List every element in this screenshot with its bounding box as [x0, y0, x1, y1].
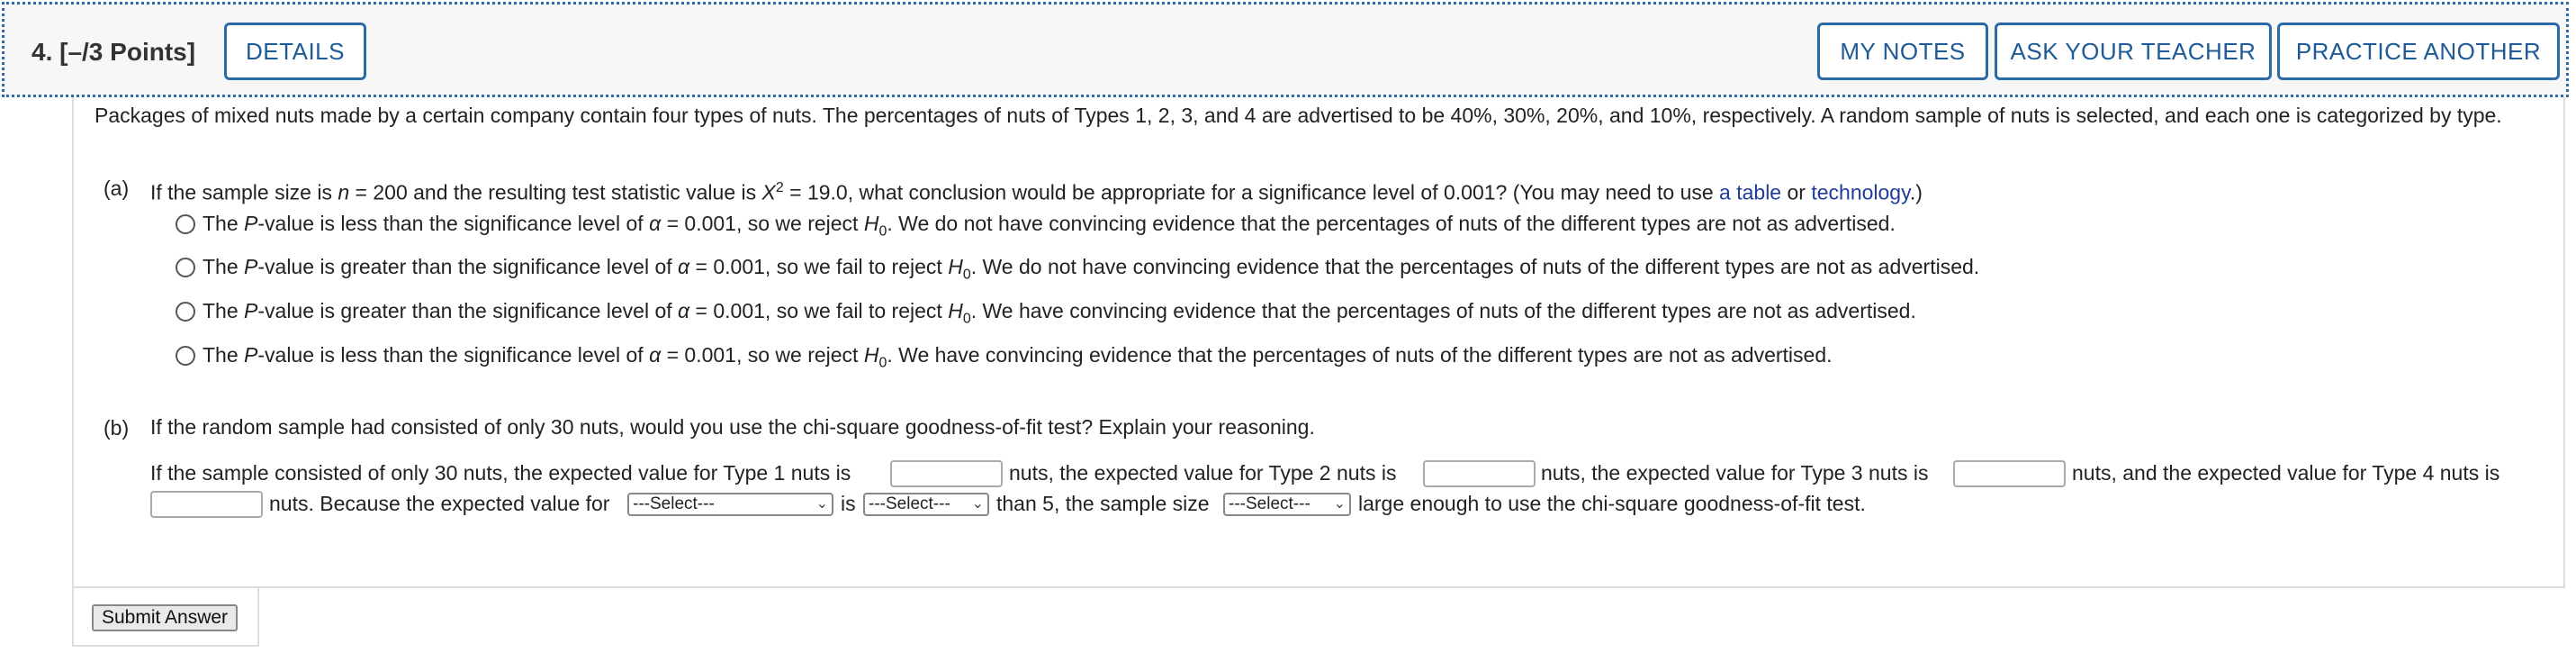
type-select-dropdown[interactable]: ---Select--- ⌄: [627, 493, 833, 516]
ask-your-teacher-button[interactable]: ASK YOUR TEACHER: [1995, 23, 2272, 80]
chevron-down-icon: ⌄: [815, 496, 828, 512]
my-notes-button[interactable]: MY NOTES: [1817, 23, 1988, 80]
technology-link[interactable]: technology: [1811, 180, 1910, 204]
question-number: 4. [–/3 Points]: [32, 38, 196, 66]
part-b-sentence-3: nuts, the expected value for Type 3 nuts is: [1541, 461, 1929, 485]
option-2-text[interactable]: The P-value is greater than the significance level of α = 0.001, so we fail to reject $H_0$. We do not have convincing evidence that the percentages of nuts of the different types are not as advertised.: [203, 255, 1980, 283]
sample-size-select-dropdown[interactable]: ---Select--- ⌄: [1223, 493, 1351, 516]
type-3-expected-input[interactable]: [1953, 460, 2066, 487]
option-4-radio[interactable]: [176, 346, 195, 366]
option-1-text[interactable]: The P-value is less than the significance level of α = 0.001, so we reject $H_0$. We do not have convincing evidence that the percentages of nuts of the different types are not as advertised.: [203, 212, 1896, 240]
part-b-question: If the random sample had consisted of only 30 nuts, would you use the chi-square goodness-of-fit test? Explain your reasoning.: [150, 415, 1315, 439]
option-3-radio[interactable]: [176, 302, 195, 322]
part-a-label: (a): [104, 177, 130, 200]
option-4-text[interactable]: The P-value is less than the significance level of α = 0.001, so we reject $H_0$. We have convincing evidence that the percentages of nuts of the different types are not as advertised.: [203, 343, 1833, 371]
submit-answer-button[interactable]: Submit Answer: [92, 604, 238, 631]
type-1-expected-input[interactable]: [890, 460, 1003, 487]
part-b-sentence-4: nuts, and the expected value for Type 4 nuts is: [2072, 461, 2500, 485]
table-link[interactable]: a table: [1719, 180, 1782, 204]
option-2-radio[interactable]: [176, 258, 195, 277]
part-b-sentence-7: than 5, the sample size: [996, 492, 1210, 515]
part-b-label: (b): [104, 416, 130, 440]
practice-another-button[interactable]: PRACTICE ANOTHER: [2277, 23, 2560, 80]
part-a-question: If the sample size is n = 200 and the resulting test statistic value is $X^2 = 19.0$, what conclusion would be appropriate for a significance level of 0.001? (You may need to use a table or technology.): [150, 180, 1923, 204]
comparison-select-dropdown[interactable]: ---Select--- ⌄: [863, 493, 989, 516]
question-header: [2, 2, 2569, 97]
part-b-sentence-6: is: [841, 492, 856, 515]
question-intro: Packages of mixed nuts made by a certain company contain four types of nuts. The percentages of nuts of Types 1, 2, 3, and 4 are advertised to be 40%, 30%, 20%, and 10%, respectively. A random sample of nuts is selected, and each one is categorized by type.: [95, 104, 2502, 127]
chevron-down-icon: ⌄: [971, 496, 984, 512]
part-b-sentence-8: large enough to use the chi-square goodness-of-fit test.: [1358, 492, 1866, 515]
part-b-sentence-2: nuts, the expected value for Type 2 nuts is: [1009, 461, 1397, 485]
chevron-down-icon: ⌄: [1333, 496, 1346, 512]
type-4-expected-input[interactable]: [150, 491, 263, 518]
part-b-sentence-5: nuts. Because the expected value for: [269, 492, 610, 515]
part-b-sentence-1: If the sample consisted of only 30 nuts, the expected value for Type 1 nuts is: [150, 461, 851, 485]
option-3-text[interactable]: The P-value is greater than the significance level of α = 0.001, so we fail to reject $H_0$. We have convincing evidence that the percentages of nuts of the different types are not as advertised.: [203, 299, 1916, 327]
type-2-expected-input[interactable]: [1423, 460, 1536, 487]
details-button[interactable]: DETAILS: [224, 23, 366, 80]
option-1-radio[interactable]: [176, 214, 195, 234]
